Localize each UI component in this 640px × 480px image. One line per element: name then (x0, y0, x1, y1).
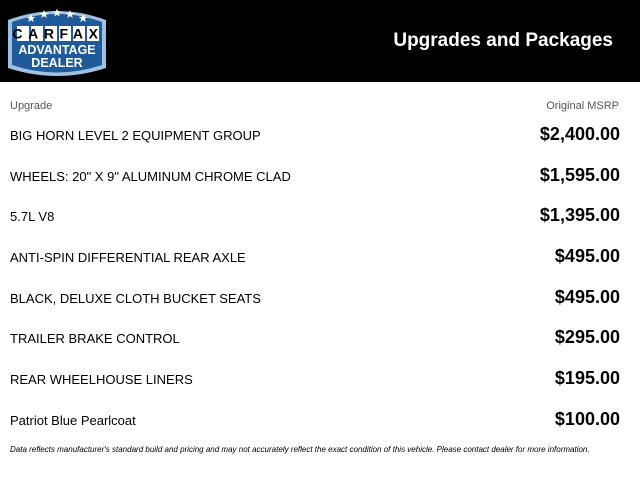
column-header-msrp: Original MSRP (546, 100, 619, 112)
upgrade-price: $2,400.00 (539, 124, 620, 144)
upgrade-name: BLACK, DELUXE CLOTH BUCKET SEATS (10, 290, 261, 306)
column-header-upgrade: Upgrade (10, 100, 53, 112)
upgrade-name: WHEELS: 20" X 9" ALUMINUM CHROME CLAD (10, 168, 291, 184)
upgrade-price: $195.00 (554, 368, 620, 389)
upgrades-list (10, 118, 620, 444)
upgrade-name: TRAILER BRAKE CONTROL (10, 331, 180, 347)
table-column-headers (10, 100, 619, 114)
upgrade-price: $495.00 (554, 286, 620, 307)
table-row (10, 159, 620, 200)
table-row (10, 118, 620, 159)
logo-dealer-text: DEALER (31, 56, 83, 70)
table-row (10, 240, 620, 281)
upgrade-price: $100.00 (554, 408, 620, 429)
table-row (10, 403, 620, 444)
upgrade-name: Patriot Blue Pearlcoat (10, 412, 136, 428)
upgrade-price: $1,395.00 (539, 205, 620, 226)
logo-advantage-text: ADVANTAGE (18, 43, 96, 57)
upgrade-price: $1,595.00 (539, 164, 620, 185)
disclaimer-text: Data reflects manufacturer's standard build and pricing and may not accurately reflect the exact condition of this vehicle. Please contact dealer for more information. (10, 445, 590, 454)
upgrade-name: 5.7L V8 (10, 209, 55, 225)
table-row (10, 362, 620, 403)
page-header (0, 0, 640, 82)
upgrade-name: BIG HORN LEVEL 2 EQUIPMENT GROUP (10, 128, 261, 143)
upgrade-price: $495.00 (554, 246, 620, 267)
carfax-brand-text: CARFAX (12, 25, 104, 42)
upgrade-price: $295.00 (554, 327, 620, 348)
upgrade-name: REAR WHEELHOUSE LINERS (10, 372, 193, 388)
table-row (10, 199, 620, 240)
carfax-advantage-dealer-badge-icon (5, 4, 109, 78)
upgrade-name: ANTI-SPIN DIFFERENTIAL REAR AXLE (10, 250, 246, 266)
page-title: Upgrades and Packages (393, 30, 613, 51)
table-row (10, 321, 620, 362)
table-row (10, 281, 620, 322)
